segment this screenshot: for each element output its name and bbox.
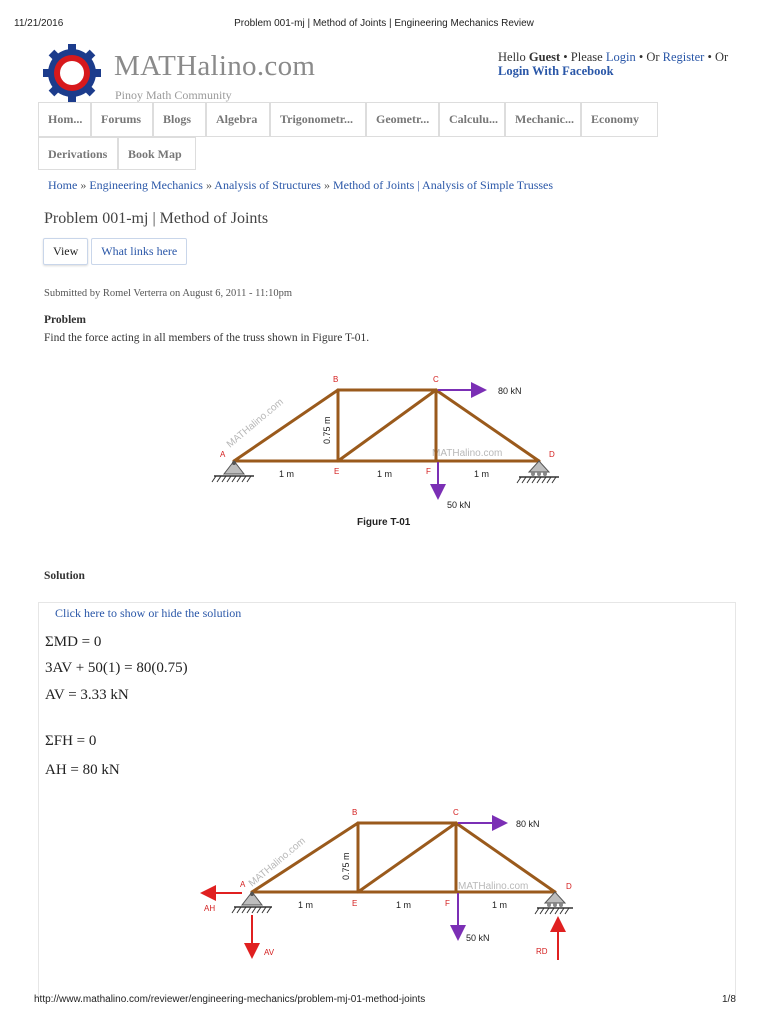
hello-text: Hello xyxy=(498,50,526,64)
breadcrumb-analysis-of-structures[interactable]: Analysis of Structures xyxy=(214,178,321,192)
joint-e-label: E xyxy=(352,899,358,908)
facebook-login-link[interactable]: Login With Facebook xyxy=(498,64,614,78)
dim-height: 0.75 m xyxy=(341,852,351,880)
tab-view[interactable]: View xyxy=(43,238,88,265)
reaction-av-label: AV xyxy=(264,948,275,957)
or-text-1: • Or xyxy=(638,50,660,64)
load-f-label: 50 kN xyxy=(466,933,490,943)
dim-fd: 1 m xyxy=(474,469,490,479)
nav-row-2 xyxy=(38,137,658,170)
problem-heading: Problem xyxy=(44,314,86,326)
page-title: Problem 001-mj | Method of Joints xyxy=(44,210,269,227)
dim-ae: 1 m xyxy=(298,900,314,910)
breadcrumb-sep: » xyxy=(323,178,330,192)
pdf-footer-url: http://www.mathalino.com/reviewer/engineering-mechanics/problem-mj-01-method-joints xyxy=(34,994,426,1005)
breadcrumb-sep: » xyxy=(205,178,212,192)
site-tagline: Pinoy Math Community xyxy=(115,88,232,102)
nav-item-derivations[interactable]: Derivations xyxy=(38,137,118,170)
page-tabs xyxy=(43,238,187,265)
load-f-label: 50 kN xyxy=(447,500,471,510)
user-bar xyxy=(498,50,728,78)
dim-ae: 1 m xyxy=(279,469,295,479)
joint-d-label: D xyxy=(549,450,555,459)
breadcrumb-engineering-mechanics[interactable]: Engineering Mechanics xyxy=(89,178,203,192)
figure-caption: Figure T-01 xyxy=(357,517,411,528)
nav-item-calculus[interactable]: Calculu... xyxy=(439,102,505,136)
equation-3: AV = 3.33 kN xyxy=(45,687,129,703)
solution-heading: Solution xyxy=(44,570,85,582)
equation-5: AH = 80 kN xyxy=(45,762,120,778)
figure-t01 xyxy=(200,370,580,540)
equation-1: ΣMD = 0 xyxy=(45,634,102,650)
equation-4: ΣFH = 0 xyxy=(45,733,97,749)
nav-item-mechanics[interactable]: Mechanic... xyxy=(505,102,581,136)
dim-fd: 1 m xyxy=(492,900,508,910)
joint-b-label: B xyxy=(352,808,358,817)
site-name[interactable]: MATHalino.com xyxy=(114,50,316,82)
reaction-ah-label: AH xyxy=(204,904,216,913)
nav-item-economy[interactable]: Economy xyxy=(581,102,658,136)
nav-item-book-map[interactable]: Book Map xyxy=(118,137,196,170)
guest-text: Guest xyxy=(528,50,561,64)
nav-row-1 xyxy=(38,102,658,137)
site-logo-icon[interactable] xyxy=(40,41,104,105)
dim-ef: 1 m xyxy=(377,469,393,479)
reaction-rd-label: RD xyxy=(536,947,548,956)
joint-b-label: B xyxy=(333,375,339,384)
or-text-2: • Or xyxy=(707,50,729,64)
toggle-solution-link[interactable]: Click here to show or hide the solution xyxy=(55,606,242,620)
joint-e-label: E xyxy=(334,467,340,476)
breadcrumb-method-of-joints[interactable]: Method of Joints | Analysis of Simple Trusses xyxy=(332,178,554,192)
breadcrumb-home[interactable]: Home xyxy=(48,178,78,192)
pdf-page-number: 1/8 xyxy=(722,994,736,1005)
submitted-by: Submitted by Romel Verterra on August 6, 2011 - 11:10pm xyxy=(44,288,293,299)
support-d-icon xyxy=(517,461,559,483)
main-nav xyxy=(38,102,658,170)
joint-c-label: C xyxy=(453,808,459,817)
joint-d-label: D xyxy=(566,882,572,891)
watermark-2: MATHalino.com xyxy=(432,448,503,459)
nav-item-algebra[interactable]: Algebra xyxy=(206,102,270,136)
nav-item-trigonometry[interactable]: Trigonometr... xyxy=(270,102,366,136)
equation-2: 3AV + 50(1) = 80(0.75) xyxy=(45,660,188,676)
joint-a-label: A xyxy=(220,450,226,459)
joint-c-label: C xyxy=(433,375,439,384)
joint-f-label: F xyxy=(445,899,450,908)
nav-item-blogs[interactable]: Blogs xyxy=(153,102,206,136)
load-c-label: 80 kN xyxy=(498,386,522,396)
pdf-date: 11/21/2016 xyxy=(14,18,64,29)
pdf-title: Problem 001-mj | Method of Joints | Engineering Mechanics Review xyxy=(234,18,534,29)
joint-a-label: A xyxy=(240,880,246,889)
nav-item-home[interactable]: Hom... xyxy=(38,102,91,136)
breadcrumb xyxy=(48,178,553,193)
tab-what-links-here[interactable]: What links here xyxy=(91,238,187,265)
watermark-1: MATHalino.com xyxy=(224,396,286,451)
please-text: • Please xyxy=(563,50,603,64)
dim-ef: 1 m xyxy=(396,900,412,910)
watermark-1: MATHalino.com xyxy=(246,835,308,890)
joint-f-label: F xyxy=(426,467,431,476)
dim-height: 0.75 m xyxy=(322,416,332,444)
support-a-icon xyxy=(212,461,254,482)
login-link[interactable]: Login xyxy=(605,50,636,64)
problem-text: Find the force acting in all members of the truss shown in Figure T-01. xyxy=(44,332,370,344)
watermark-2: MATHalino.com xyxy=(458,881,529,892)
free-body-diagram xyxy=(190,805,600,975)
support-d-icon xyxy=(535,892,573,914)
nav-item-geometry[interactable]: Geometr... xyxy=(366,102,439,136)
load-c-label: 80 kN xyxy=(516,819,540,829)
support-a-icon xyxy=(232,892,272,913)
breadcrumb-sep: » xyxy=(80,178,87,192)
nav-item-forums[interactable]: Forums xyxy=(91,102,153,136)
register-link[interactable]: Register xyxy=(662,50,705,64)
